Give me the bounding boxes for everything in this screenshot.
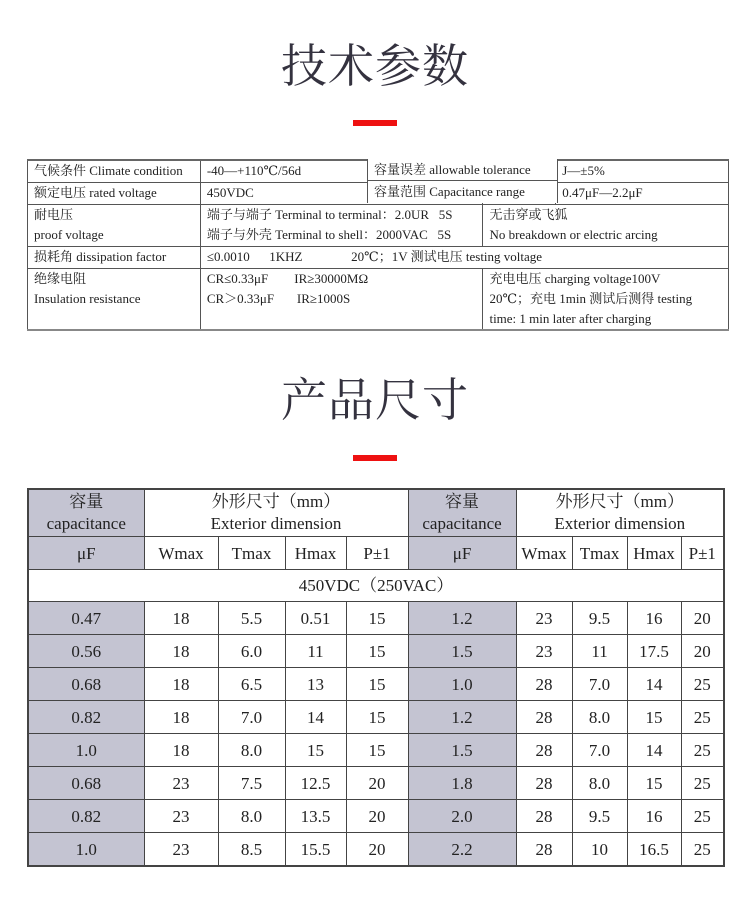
header-dim-cn: 外形尺寸（mm） [555,492,685,511]
cell-dimension: 7.0 [572,734,627,767]
cell-dimension: 13.5 [285,800,346,833]
insulation-note2: 20℃；充电 1min 测试后测得 testing [489,290,693,306]
header-dimension [144,489,408,537]
title-underline-bar [353,455,397,461]
spec-note-block [483,268,729,330]
spec-row-dissipation [28,246,729,268]
spec-value: 0.47μF—2.2μF [556,182,729,204]
table-row [28,635,724,668]
cell-dimension: 15 [285,734,346,767]
cell-dimension: 28 [516,668,572,701]
cell-dimension: 7.5 [218,767,285,800]
cell-dimension: 25 [681,701,724,734]
cell-dimension: 8.0 [572,767,627,800]
cell-dimension: 9.5 [572,800,627,833]
cell-capacitance: 0.82 [28,800,144,833]
proof-result-cn: 无击穿或飞狐 [489,206,568,222]
header-col: Wmax [144,537,218,570]
title-underline-bar [353,120,397,126]
cell-capacitance: 0.56 [28,635,144,668]
cell-dimension: 23 [144,833,218,867]
cell-dimension: 7.0 [572,668,627,701]
cell-dimension: 15 [627,767,681,800]
cell-dimension: 9.5 [572,602,627,635]
header-col: Wmax [516,537,572,570]
table-row [28,602,724,635]
header-col: Hmax [627,537,681,570]
header-col: P±1 [346,537,408,570]
cell-capacitance: 1.2 [408,602,516,635]
cell-dimension: 12.5 [285,767,346,800]
table-row [28,668,724,701]
voltage-row [28,570,724,602]
cell-dimension: 20 [346,833,408,867]
cell-capacitance: 0.68 [28,668,144,701]
cell-capacitance: 1.0 [28,833,144,867]
insulation-note3: time: 1 min later after charging [489,310,652,326]
cell-dimension: 25 [681,734,724,767]
header-capacitance [28,489,144,537]
table-row [28,833,724,867]
cell-dimension: 14 [627,668,681,701]
table-row [28,701,724,734]
header-unit: μF [28,537,144,570]
cell-dimension: 15 [346,602,408,635]
cell-dimension: 20 [346,800,408,833]
header-dim-en: Exterior dimension [210,514,342,533]
cell-dimension: 25 [681,668,724,701]
cell-capacitance: 0.68 [28,767,144,800]
cell-dimension: 25 [681,767,724,800]
cell-dimension: 28 [516,767,572,800]
spec-value: ≤0.0010 1KHZ 20℃；1V 测试电压 testing voltage [200,246,728,268]
cell-dimension: 15 [627,701,681,734]
cell-dimension: 15 [346,635,408,668]
cell-dimension: 6.5 [218,668,285,701]
header-col: Tmax [572,537,627,570]
cell-dimension: 13 [285,668,346,701]
spec-value: J—±5% [556,160,729,182]
cell-capacitance: 1.2 [408,701,516,734]
cell-dimension: 7.0 [218,701,285,734]
spec-label-cn: 绝缘电阻 [34,270,87,286]
cell-dimension: 16.5 [627,833,681,867]
cell-capacitance: 0.47 [28,602,144,635]
cell-dimension: 14 [627,734,681,767]
spec-label-cap-range: 容量范围 Capacitance range [374,184,525,199]
spec-label-en: proof voltage [34,226,104,242]
header-col: Hmax [285,537,346,570]
spec-label-cn: 耐电压 [34,206,74,222]
spec-label-en: Insulation resistance [34,290,141,306]
spec-row-insulation [28,268,729,330]
spec-label-tolerance: 容量误差 allowable tolerance [368,159,557,181]
cell-dimension: 17.5 [627,635,681,668]
header-row-2 [28,537,724,570]
cell-dimension: 8.0 [218,800,285,833]
dimension-table [27,488,725,867]
header-row-1 [28,489,724,537]
cell-dimension: 18 [144,701,218,734]
cell-dimension: 15.5 [285,833,346,867]
header-capacitance [408,489,516,537]
spec-value-block [200,204,483,246]
voltage-label: 450VDC（250VAC） [28,570,724,602]
spec-value-block [200,268,483,330]
cell-dimension: 25 [681,833,724,867]
section-title-tech: 技术参数 [281,39,469,93]
cell-dimension: 28 [516,701,572,734]
header-cap-cn: 容量 [445,492,480,511]
spec-label: 气候条件 Climate condition [28,160,201,182]
cell-dimension: 8.5 [218,833,285,867]
cell-dimension: 28 [516,734,572,767]
cell-capacitance: 2.0 [408,800,516,833]
cell-dimension: 20 [681,635,724,668]
cell-dimension: 6.0 [218,635,285,668]
cell-dimension: 28 [516,833,572,867]
cell-dimension: 18 [144,668,218,701]
cell-capacitance: 2.2 [408,833,516,867]
proof-terminal-shell: 端子与外壳 Terminal to shell：2000VAC 5S [206,226,452,242]
cell-capacitance: 1.5 [408,734,516,767]
proof-result-en: No breakdown or electric arcing [489,226,658,242]
header-col: Tmax [218,537,285,570]
cell-dimension: 5.5 [218,602,285,635]
header-dimension [516,489,724,537]
cell-capacitance: 1.8 [408,767,516,800]
header-dim-en: Exterior dimension [554,514,686,533]
cell-dimension: 20 [681,602,724,635]
cell-dimension: 20 [346,767,408,800]
cell-dimension: 8.0 [572,701,627,734]
spec-label: 损耗角 dissipation factor [28,246,201,268]
cell-dimension: 10 [572,833,627,867]
header-col: P±1 [681,537,724,570]
header-cap-en: capacitance [422,514,502,533]
cell-capacitance: 1.5 [408,635,516,668]
header-cap-cn: 容量 [69,492,104,511]
cell-dimension: 11 [572,635,627,668]
header-dim-cn: 外形尺寸（mm） [211,492,341,511]
cell-dimension: 16 [627,602,681,635]
cell-dimension: 28 [516,800,572,833]
cell-capacitance: 0.82 [28,701,144,734]
cell-dimension: 16 [627,800,681,833]
cell-dimension: 14 [285,701,346,734]
spec-value: 450VDC [200,182,483,204]
cell-capacitance: 1.0 [28,734,144,767]
cell-dimension: 23 [144,767,218,800]
cell-dimension: 15 [346,701,408,734]
header-cap-en: capacitance [46,514,126,533]
spec-label-block [28,268,201,330]
cell-dimension: 18 [144,734,218,767]
cell-dimension: 11 [285,635,346,668]
cell-dimension: 23 [516,602,572,635]
insulation-line2: CR＞0.33μF IR≥1000S [206,290,351,306]
table-row [28,800,724,833]
cell-dimension: 23 [516,635,572,668]
cell-dimension: 8.0 [218,734,285,767]
proof-terminal-terminal: 端子与端子 Terminal to terminal：2.0UR 5S [206,206,453,222]
header-unit: μF [408,537,516,570]
insulation-line1: CR≤0.33μF IR≥30000MΩ [206,270,369,286]
dimension-rows [28,602,724,867]
section-title-size: 产品尺寸 [281,373,469,427]
table-row [28,767,724,800]
cell-dimension: 15 [346,734,408,767]
spec-value: -40—+110℃/56d [200,160,483,182]
cell-capacitance: 1.0 [408,668,516,701]
insulation-note1: 充电电压 charging voltage100V [489,270,661,286]
cell-dimension: 18 [144,602,218,635]
table-row [28,734,724,767]
cell-dimension: 15 [346,668,408,701]
cell-dimension: 25 [681,800,724,833]
cell-dimension: 23 [144,800,218,833]
spec-row-proof [28,204,729,246]
spec-label: 额定电压 rated voltage [28,182,201,204]
cell-dimension: 18 [144,635,218,668]
cell-dimension: 0.51 [285,602,346,635]
spec-mid-labels [367,159,558,203]
spec-result-block [483,204,729,246]
spec-label-block [28,204,201,246]
